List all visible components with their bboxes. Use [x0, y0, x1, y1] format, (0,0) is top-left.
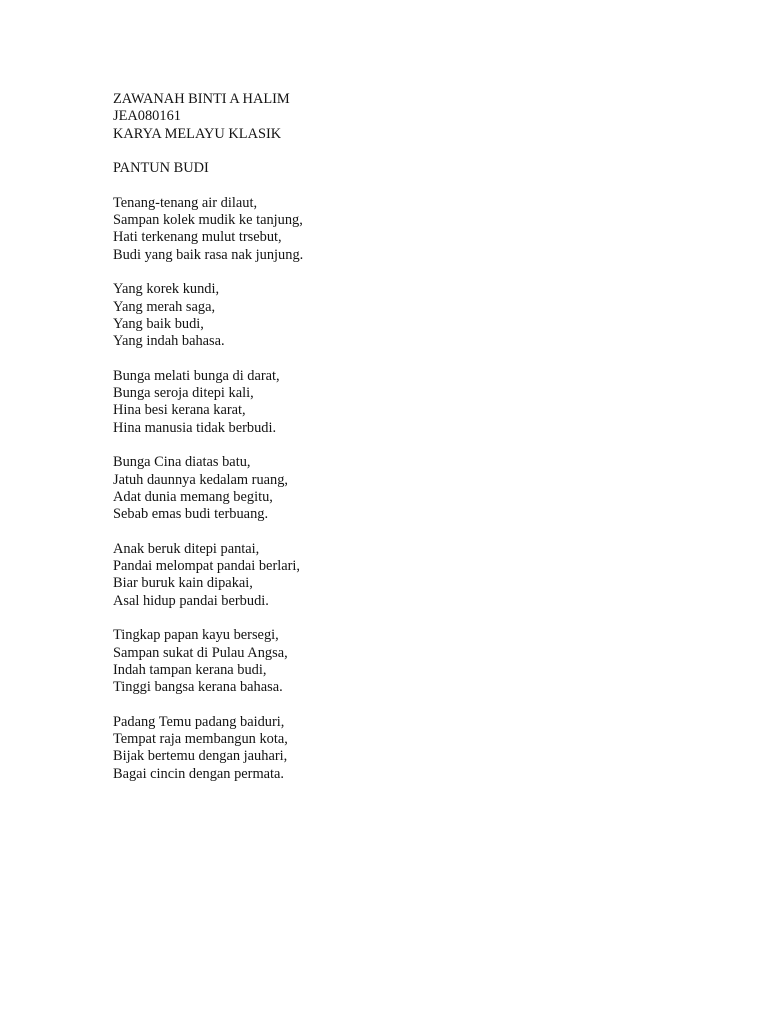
stanza-line: Bunga melati bunga di darat,: [113, 367, 280, 384]
course-name: KARYA MELAYU KLASIK: [113, 125, 282, 142]
stanza-list: [113, 195, 673, 783]
stanza-line: Adat dunia memang begitu,: [113, 488, 273, 505]
stanza-line: Hina besi kerana karat,: [113, 402, 246, 419]
stanza-line: Tingkap papan kayu bersegi,: [113, 627, 279, 644]
stanza-line: Tenang-tenang air dilaut,: [113, 194, 258, 211]
stanza-line: Bijak bertemu dengan jauhari,: [113, 748, 288, 765]
stanza-6: [113, 627, 673, 696]
stanza-line: Jatuh daunnya kedalam ruang,: [113, 471, 289, 488]
stanza-4: [113, 454, 673, 523]
stanza-line: Yang indah bahasa.: [113, 333, 225, 350]
stanza-line: Yang merah saga,: [113, 298, 216, 315]
stanza-line: Hina manusia tidak berbudi.: [113, 419, 277, 436]
stanza-line: Anak beruk ditepi pantai,: [113, 540, 260, 557]
document-title: PANTUN BUDI: [113, 160, 209, 177]
document-content: [113, 91, 673, 800]
stanza-3: [113, 368, 673, 437]
stanza-line: Sampan kolek mudik ke tanjung,: [113, 212, 303, 229]
stanza-line: Padang Temu padang baiduri,: [113, 713, 285, 730]
stanza-7: [113, 714, 673, 783]
stanza-line: Yang korek kundi,: [113, 281, 220, 298]
student-id: JEA080161: [113, 108, 181, 125]
stanza-line: Tinggi bangsa kerana bahasa.: [113, 679, 283, 696]
stanza-line: Pandai melompat pandai berlari,: [113, 558, 301, 575]
stanza-line: Sampan sukat di Pulau Angsa,: [113, 644, 288, 661]
stanza-line: Hati terkenang mulut trsebut,: [113, 229, 282, 246]
stanza-line: Budi yang baik rasa nak junjung.: [113, 246, 304, 263]
stanza-line: Indah tampan kerana budi,: [113, 661, 267, 678]
stanza-line: Bunga seroja ditepi kali,: [113, 385, 254, 402]
stanza-2: [113, 281, 673, 350]
stanza-line: Tempat raja membangun kota,: [113, 730, 288, 747]
header-block: [113, 91, 673, 143]
author-name: ZAWANAH BINTI A HALIM: [113, 91, 290, 107]
stanza-1: [113, 195, 673, 264]
stanza-line: Biar buruk kain dipakai,: [113, 575, 253, 592]
stanza-line: Yang baik budi,: [113, 315, 204, 332]
stanza-line: Asal hidup pandai berbudi.: [113, 592, 269, 609]
stanza-5: [113, 541, 673, 610]
stanza-line: Bunga Cina diatas batu,: [113, 454, 251, 471]
stanza-line: Sebab emas budi terbuang.: [113, 506, 269, 523]
stanza-line: Bagai cincin dengan permata.: [113, 765, 285, 782]
